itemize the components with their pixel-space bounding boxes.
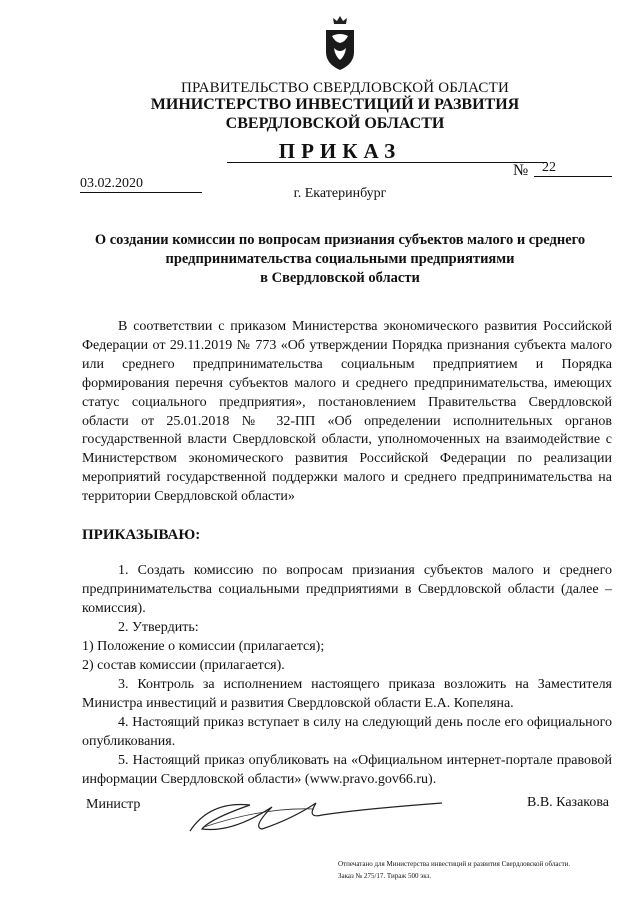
order-items [82,561,612,789]
document-type: ПРИКАЗ [278,139,402,163]
document-number: 22 [534,160,612,177]
order-item: 1. Создать комиссию по вопросам призиания субъектов малого и среднего предпринимательства социальными предприятиями в Свердловской области (далее – комиссия). [82,563,612,616]
print-footer [338,858,638,882]
handwritten-signature [184,783,444,841]
order-item: 5. Настоящий приказ опубликовать на «Официальном интернет-портале правовой информации Свердловской области» (www.pravo.gov66.ru). [82,753,612,787]
order-item: 2. Утвердить: [118,620,199,635]
signatory-name: В.В. Казакова [527,795,610,810]
number-label: № [513,162,529,179]
title-line1: О создании комиссии по вопросам призиания субъектов малого и среднего [94,232,586,248]
coat-of-arms-icon [320,14,360,72]
government-title: ПРАВИТЕЛЬСТВО СВЕРДЛОВСКОЙ ОБЛАСТИ [180,80,510,96]
signatory-title: Министр [86,797,141,812]
preamble-paragraph: В соответствии с приказом Министерства экономического развития Российской Федерации от 29.11.2019 № 773 «Об утверждении Порядка признания субъекта малого или среднего предпринимательства социальным предприятием и Порядка формирования перечня субъектов малого и среднего предпринимательства, имеющих статус социального предприятия», постановлением Правительства Свердловской области от 25.01.2018 № 32-ПП «Об определении исполнительных органов государственной власти Свердловской области, уполномоченных на взаимодействие с Министерством экономического развития Российской Федерации по реализации мероприятий государственной поддержки малого и среднего предпринимательства на территории Свердловской области» [82,319,612,505]
header-divider [227,162,547,163]
order-subitem: 1) Положение о комиссии (прилагается); [82,639,325,654]
document-title [60,231,620,288]
city: г. Екатеринбург [293,186,387,201]
title-line2: предпринимательства социальными предприятиями [165,251,515,267]
orders-heading: ПРИКАЗЫВАЮ: [82,527,201,543]
footer-line1: Отпечатано для Министерства инвестиций и развития Свердловской области. [338,860,571,868]
ministry-title-line2: СВЕРДЛОВСКОЙ ОБЛАСТИ [225,115,445,132]
title-line3: в Свердловской области [260,270,420,286]
ministry-title-line1: МИНИСТЕРСТВО ИНВЕСТИЦИЙ И РАЗВИТИЯ [150,96,520,113]
ministry-title [0,95,640,133]
order-item: 4. Настоящий приказ вступает в силу на следующий день после его официального опубликования. [82,715,612,749]
footer-line2: Заказ № 275/17. Тираж 500 экз. [338,872,432,880]
order-subitem: 2) состав комиссии (прилагается). [82,658,285,673]
document-date: 03.02.2020 [80,176,202,193]
order-item: 3. Контроль за исполнением настоящего приказа возложить на Заместителя Министра инвестиций и развития Свердловской области Е.А. Копеляна. [82,677,612,711]
